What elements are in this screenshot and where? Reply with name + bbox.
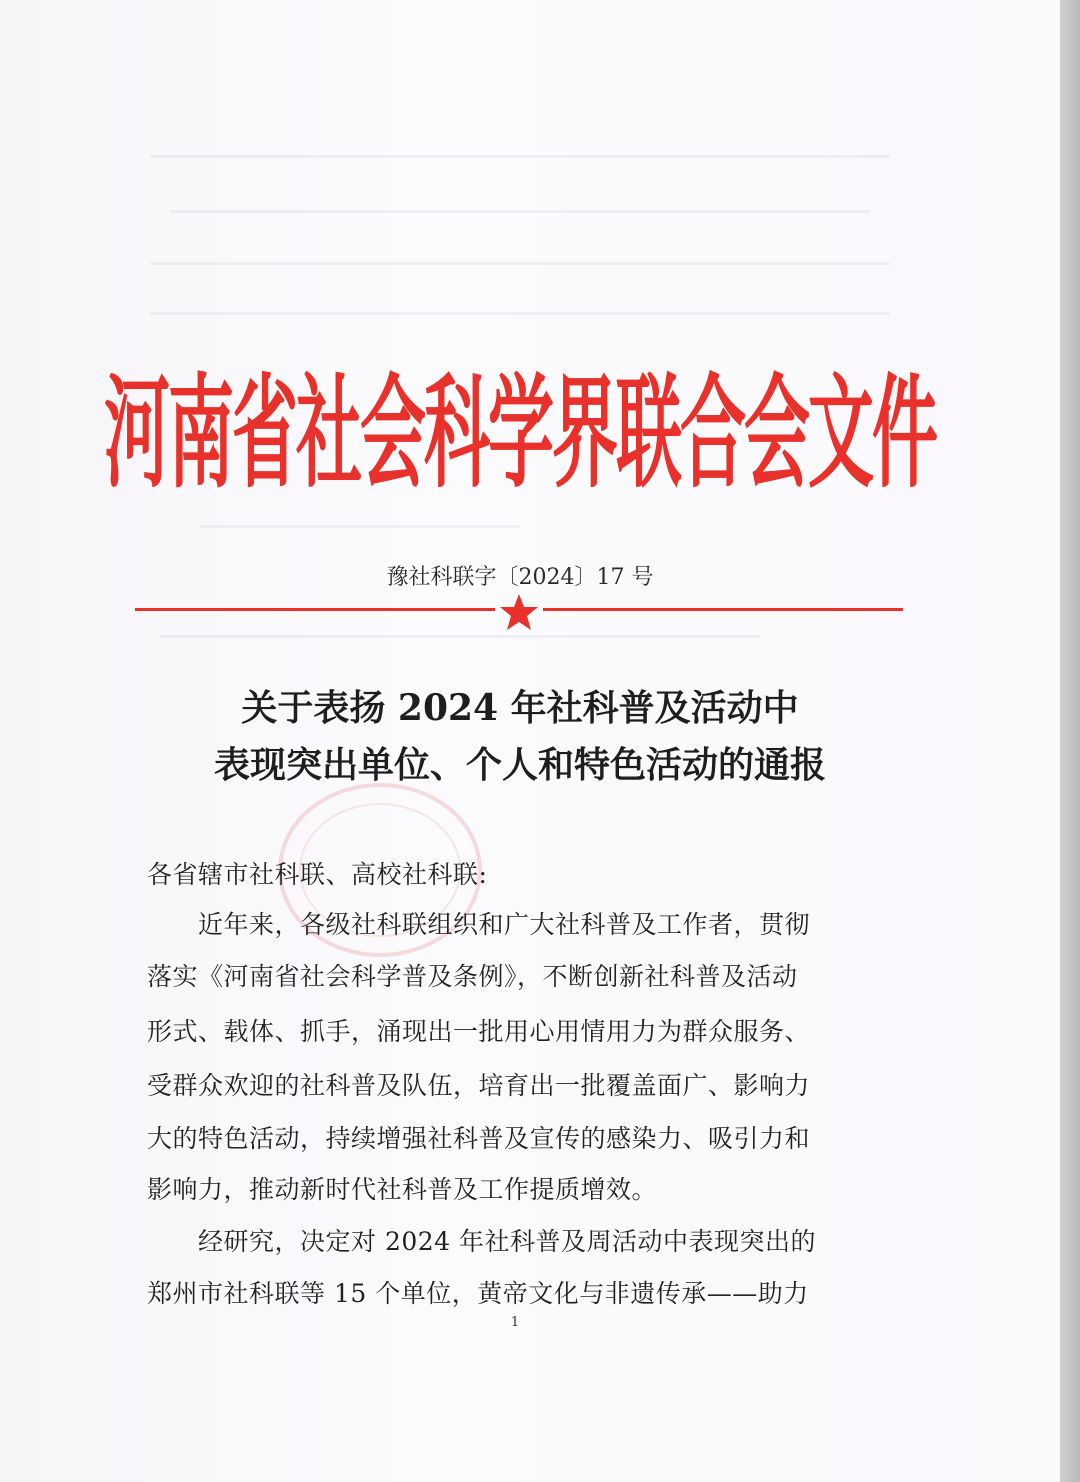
bleed-through-line [170, 210, 870, 213]
document-number: 豫社科联字〔2024〕17 号 [386, 565, 654, 590]
notice-title-line-2: 表现突出单位、个人和特色活动的通报 [213, 744, 826, 786]
body-line: 各省辖市社科联、高校社科联: [147, 860, 488, 889]
body-line: 形式、载体、抓手，涌现出一批用心用情用力为群众服务、 [147, 1017, 811, 1046]
body-line: 落实《河南省社会科学普及条例》，不断创新社科普及活动 [147, 962, 798, 991]
body-line: 经研究，决定对 2024 年社科普及周活动中表现突出的 [147, 1227, 817, 1256]
red-star-icon [498, 592, 540, 632]
page-number: 1 [510, 1315, 520, 1330]
body-line: 受群众欢迎的社科普及队伍，培育出一批覆盖面广、影响力 [147, 1071, 811, 1100]
bleed-through-line [200, 525, 520, 528]
body-line: 郑州市社科联等 15 个单位，黄帝文化与非遗传承——助力 [147, 1279, 809, 1308]
issuer-header-title: 河南省社会科学界联合会文件 [104, 362, 936, 506]
body-line: 近年来，各级社科联组织和广大社科普及工作者，贯彻 [147, 910, 811, 939]
bleed-through-line [150, 155, 890, 158]
body-line: 影响力，推动新时代社科普及工作提质增效。 [147, 1175, 658, 1204]
red-divider-left [135, 608, 495, 611]
bleed-through-line [150, 312, 890, 315]
body-line: 大的特色活动，持续增强社科普及宣传的感染力、吸引力和 [147, 1124, 811, 1153]
notice-title-line-1: 关于表扬 2024 年社科普及活动中 [241, 687, 799, 729]
bleed-through-line [150, 262, 890, 265]
underlying-page-edge [1060, 0, 1080, 1482]
bleed-through-line [160, 635, 760, 638]
red-divider-right [543, 608, 903, 611]
